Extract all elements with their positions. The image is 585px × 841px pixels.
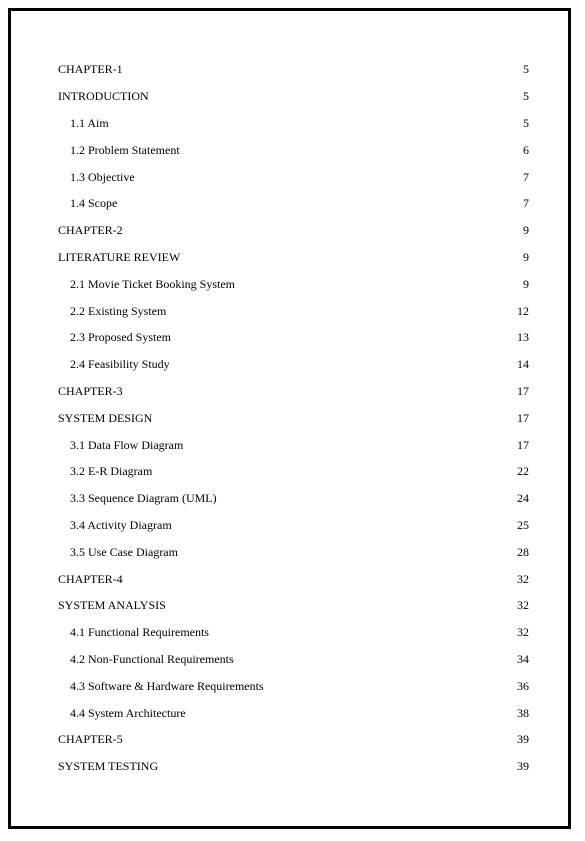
toc-entry — [58, 672, 530, 699]
toc-entry — [58, 538, 530, 565]
toc-entry-title: 3.1 Data Flow Diagram — [70, 437, 184, 452]
toc-entry-page: 34 — [517, 651, 529, 666]
toc-entry-title: 1.2 Problem Statement — [70, 142, 180, 157]
toc-entry-page: 5 — [523, 89, 529, 104]
toc-entry-page: 17 — [517, 383, 529, 398]
toc-entry-page: 32 — [517, 598, 529, 613]
toc-entry — [58, 592, 530, 619]
table-of-contents — [58, 56, 530, 780]
toc-entry — [58, 458, 530, 485]
toc-entry — [58, 699, 530, 726]
toc-entry — [58, 217, 530, 244]
toc-entry — [58, 190, 530, 217]
toc-entry-title: SYSTEM TESTING — [58, 759, 159, 774]
toc-entry-title: SYSTEM DESIGN — [58, 410, 153, 425]
toc-entry — [58, 726, 530, 753]
toc-entry-page: 39 — [517, 759, 529, 774]
toc-entry-title: 2.1 Movie Ticket Booking System — [70, 276, 236, 291]
toc-entry-page: 7 — [523, 196, 529, 211]
toc-entry — [58, 324, 530, 351]
toc-entry-title: 4.4 System Architecture — [70, 705, 186, 720]
toc-entry-title: CHAPTER-1 — [58, 62, 123, 77]
toc-entry-page: 13 — [517, 330, 529, 345]
toc-entry-page: 39 — [517, 732, 529, 747]
toc-entry-page: 32 — [517, 571, 529, 586]
toc-entry-title: INTRODUCTION — [58, 89, 149, 104]
toc-entry-title: 4.3 Software & Hardware Requirements — [70, 678, 264, 693]
toc-entry-title: 2.3 Proposed System — [70, 330, 172, 345]
toc-entry — [58, 565, 530, 592]
toc-entry-title: 3.5 Use Case Diagram — [70, 544, 178, 559]
toc-entry-title: SYSTEM ANALYSIS — [58, 598, 166, 613]
toc-entry-page: 9 — [523, 249, 529, 264]
toc-entry — [58, 753, 530, 780]
toc-entry-page: 5 — [523, 62, 529, 77]
toc-entry-page: 7 — [523, 169, 529, 184]
toc-entry — [58, 136, 530, 163]
toc-entry-title: 3.3 Sequence Diagram (UML) — [70, 491, 217, 506]
toc-entry-title: LITERATURE REVIEW — [58, 249, 181, 264]
toc-entry — [58, 56, 530, 83]
toc-entry-title: 1.3 Objective — [70, 169, 135, 184]
toc-entry-page: 36 — [517, 678, 529, 693]
toc-entry — [58, 270, 530, 297]
toc-entry-title: CHAPTER-3 — [58, 383, 123, 398]
toc-entry-page: 9 — [523, 276, 529, 291]
toc-entry — [58, 110, 530, 137]
toc-entry-page: 6 — [523, 142, 529, 157]
toc-entry-title: 1.4 Scope — [70, 196, 118, 211]
toc-entry — [58, 297, 530, 324]
toc-entry-title: 2.2 Existing System — [70, 303, 167, 318]
toc-entry-page: 28 — [517, 544, 529, 559]
toc-entry-title: CHAPTER-4 — [58, 571, 123, 586]
toc-entry — [58, 619, 530, 646]
toc-entry — [58, 351, 530, 378]
toc-entry — [58, 83, 530, 110]
toc-entry-page: 22 — [517, 464, 529, 479]
toc-entry — [58, 163, 530, 190]
toc-entry — [58, 431, 530, 458]
toc-entry-title: 3.4 Activity Diagram — [70, 517, 172, 532]
toc-entry-title: 1.1 Aim — [70, 115, 109, 130]
toc-entry-page: 12 — [517, 303, 529, 318]
toc-entry-page: 24 — [517, 491, 529, 506]
toc-entry-title: 2.4 Feasibility Study — [70, 357, 170, 372]
toc-entry-title: CHAPTER-2 — [58, 223, 123, 238]
toc-entry — [58, 646, 530, 673]
toc-entry-title: 3.2 E-R Diagram — [70, 464, 153, 479]
toc-entry-page: 17 — [517, 410, 529, 425]
toc-entry — [58, 404, 530, 431]
toc-entry — [58, 378, 530, 405]
toc-entry-page: 32 — [517, 625, 529, 640]
toc-entry-page: 25 — [517, 517, 529, 532]
toc-entry-page: 38 — [517, 705, 529, 720]
toc-entry-page: 17 — [517, 437, 529, 452]
toc-entry-title: 4.1 Functional Requirements — [70, 625, 209, 640]
toc-entry — [58, 485, 530, 512]
toc-entry — [58, 512, 530, 539]
toc-entry-title: CHAPTER-5 — [58, 732, 123, 747]
toc-entry-page: 5 — [523, 115, 529, 130]
toc-entry-title: 4.2 Non-Functional Requirements — [70, 651, 234, 666]
toc-entry-page: 14 — [517, 357, 529, 372]
toc-entry — [58, 244, 530, 271]
toc-entry-page: 9 — [523, 223, 529, 238]
